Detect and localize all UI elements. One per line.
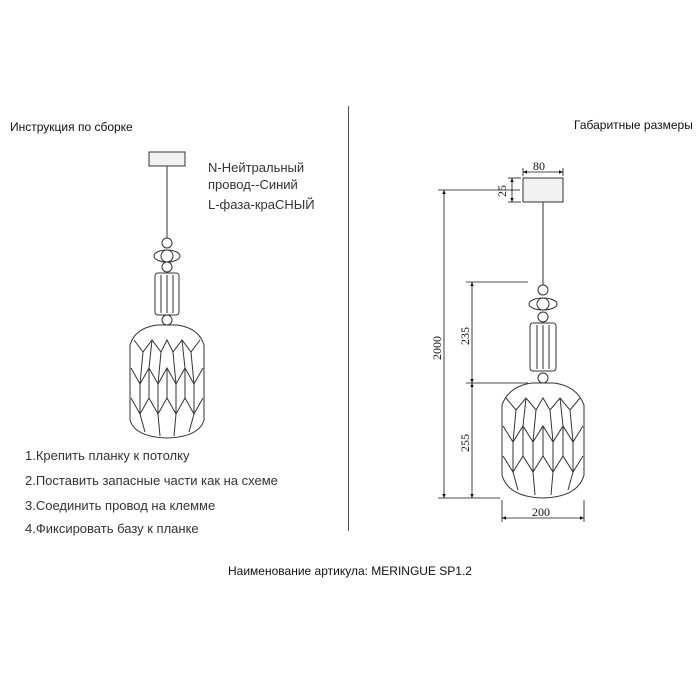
assembly-instructions-title: Инструкция по сборке	[10, 120, 133, 134]
left-shade	[130, 325, 204, 438]
right-shade	[502, 383, 584, 498]
right-body	[530, 323, 556, 371]
left-canopy	[149, 152, 185, 166]
assembly-step-3: 3.Соединить провод на клемме	[25, 498, 216, 513]
right-canopy	[523, 178, 563, 202]
dim-shade-height: 255	[458, 434, 472, 452]
dim-body-height: 235	[458, 327, 472, 345]
right-neck-bead	[538, 373, 548, 383]
dimension-lamp-drawing	[502, 178, 584, 498]
dim-total-height: 2000	[430, 336, 444, 360]
left-bead-stack	[154, 238, 180, 272]
article-name: Наименование артикула: MERINGUE SP1.2	[228, 564, 472, 578]
left-neck-bead	[162, 315, 172, 325]
assembly-lamp-drawing	[130, 152, 204, 438]
wiring-neutral-label: N-Нейтральный	[208, 160, 305, 175]
assembly-step-2: 2.Поставить запасные части как на схеме	[25, 473, 278, 488]
wiring-neutral-color-label: провод--Синий	[208, 177, 298, 192]
right-bead-stack	[529, 285, 557, 322]
dim-shade-width: 200	[532, 505, 550, 519]
dim-canopy-width: 80	[533, 159, 545, 173]
assembly-step-4: 4.Фиксировать базу к планке	[25, 521, 199, 536]
left-body	[155, 273, 179, 315]
assembly-step-1: 1.Крепить планку к потолку	[25, 448, 190, 463]
wiring-live-label: L-фаза-краСНЫЙ	[208, 197, 315, 212]
dimensions-title: Габаритные размеры	[574, 118, 693, 132]
dim-canopy-height: 25	[495, 185, 509, 197]
